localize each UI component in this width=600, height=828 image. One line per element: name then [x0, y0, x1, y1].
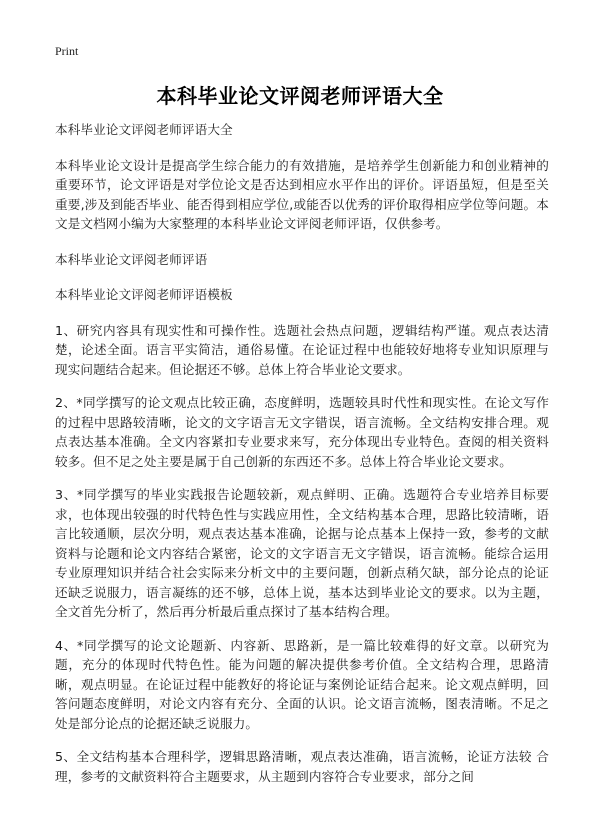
intro-paragraph: 本科毕业论文设计是提高学生综合能力的有效措施，是培养学生创新能力和创业精神的重要环节，论文评语是对学位论文是否达到相应水平作出的评价。评语虽短，但是至关重要,涉及到能否毕业、能否得到相应学位,或能否以优秀的评价取得相应学位等问题。本文是文档网小编为大家整理的本科毕业论文评阅老师评语，仅供参考。 — [55, 157, 549, 231]
section-heading: 本科毕业论文评阅老师评语 — [55, 251, 208, 267]
comment-item-2: 2、*同学撰写的论文观点比较正确，态度鲜明，选题较具时代性和现实性。在论文写作的过程中思路较清晰，论文的文字语言无文字错误，语言流畅。全文结构安排合理。观点表达基本准确。全文内容紧扣专业要求来写，充分体现出专业特色。查阅的相关资料较多。但不足之处主要是属于自己创新的东西还不多。总体上符合毕业论文要求。 — [55, 395, 549, 469]
comment-item-4: 4、*同学撰写的论文论题新、内容新、思路新，是一篇比较难得的好文章。以研究为题，充分的体现时代特色性。能为问题的解决提供参考价值。全文结构合理，思路清晰，观点明显。在论证过程中能教好的将论证与案例论证结合起来。论文观点鲜明，回答问题态度鲜明，对论文内容有充分、全面的认识。论文语言流畅，图表清晰。不足之处是部分论点的论据还缺乏说服力。 — [55, 637, 549, 731]
document-body — [55, 120, 549, 800]
comment-item-5: 5、全文结构基本合理科学，逻辑思路清晰，观点表达准确，语言流畅，论证方法较 合理，参考的文献资料符合主题要求，从主题到内容符合专业要求，部分之间 — [55, 749, 549, 784]
subtitle: 本科毕业论文评阅老师评语大全 — [55, 122, 233, 137]
comment-item-3: 3、*同学撰写的毕业实践报告论题较新，观点鲜明、正确。选题符合专业培养目标要求，也体现出较强的时代特色性与实践应用性，全文结构基本合理，思路比较清晰，语言比较通顺，层次分明，观点表达基本准确，论据与论点基本上保持一致，参考的文献资料与论题和论文内容结合紧密，论文的文字语言无文字错误，语言流畅。能综合运用专业原理知识并结合社会实际来分析文中的主要问题，创新点稍欠缺，部分论点的论证还缺乏说服力，语言凝练的还不够，总体上说，基本达到毕业论文的要求。以为主题，全文首先分析了，然后再分析最后重点探讨了基本结构合理。 — [55, 487, 549, 619]
template-heading: 本科毕业论文评阅老师评语模板 — [55, 287, 233, 302]
comment-item-1: 1、研究内容具有现实性和可操作性。选题社会热点问题，逻辑结构严谨。观点表达清楚，论述全面。语言平实简洁，通俗易懂。在论证过程中也能较好地将专业知识原理与现实问题结合起来。但论据还不够。总体上符合毕业论文要求。 — [55, 322, 549, 377]
print-link[interactable]: Print — [55, 44, 79, 58]
document-title: 本科毕业论文评阅老师评语大全 — [156, 84, 444, 108]
